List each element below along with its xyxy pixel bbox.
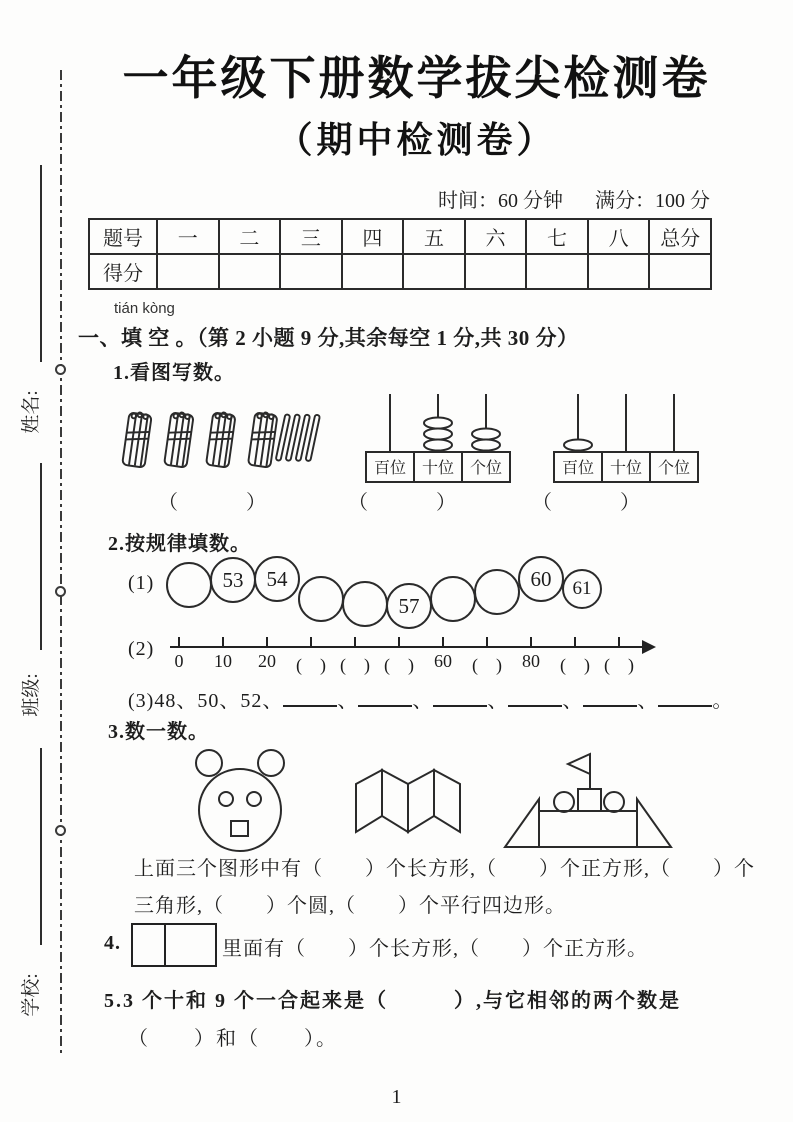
separator: 、 — [412, 690, 434, 712]
place-value-label: 个位 — [657, 460, 691, 477]
number-circle: 61 — [562, 569, 602, 609]
header-cell: 总分 — [649, 219, 711, 254]
score-row-label: 得分 — [89, 254, 157, 289]
number-line-axis — [170, 646, 648, 648]
tick-label: ( ) — [384, 655, 414, 675]
time-limit: 时间：60 分钟 — [438, 190, 563, 212]
fill-blank — [508, 686, 562, 707]
boat-figure — [502, 747, 674, 853]
score-cell — [465, 254, 527, 289]
single-sticks — [276, 408, 320, 467]
section-one-pinyin: tián kòng — [114, 300, 175, 317]
number-line — [170, 634, 662, 676]
q4-label: 4. — [104, 932, 121, 954]
q3-text-line1: 上面三个图形中有（ ）个长方形,（ ）个正方形,（ ）个 — [134, 858, 755, 880]
fill-blank — [583, 686, 637, 707]
number-circle — [166, 562, 212, 608]
header-cell: 五 — [403, 219, 465, 254]
header-cell: 题号 — [89, 219, 157, 254]
score-table — [88, 218, 712, 290]
q5-line1: 5.3 个十和 9 个一合起来是（ ）,与它相邻的两个数是 — [104, 990, 681, 1012]
q4-rectangle-figure — [131, 923, 217, 967]
number-circle — [474, 569, 520, 615]
binding-line — [60, 70, 62, 1055]
tick-label: ( ) — [472, 655, 502, 675]
separator: 。 — [712, 690, 734, 712]
separator: 、 — [562, 690, 584, 712]
fill-blank — [358, 686, 412, 707]
score-cell — [649, 254, 711, 289]
q3-label: 3.数一数。 — [108, 721, 209, 743]
score-cell — [403, 254, 465, 289]
tick-label: 80 — [522, 651, 540, 671]
header-cell: 二 — [219, 219, 281, 254]
q2-part1-label: (1) — [128, 572, 155, 594]
q4-divider-line — [164, 925, 166, 965]
score-cell — [280, 254, 342, 289]
flag-icon — [568, 754, 590, 774]
tick-label: ( ) — [604, 655, 634, 675]
exam-title: 一年级下册数学拔尖检测卷 — [122, 52, 711, 104]
abacus-figure — [360, 392, 516, 488]
tick-label: ( ) — [340, 655, 370, 675]
tick-label: 60 — [434, 651, 452, 671]
place-value-label: 十位 — [421, 460, 455, 477]
tick-label: 10 — [214, 651, 232, 671]
school-label: 学校: — [21, 973, 42, 1017]
place-value-label: 百位 — [373, 460, 407, 477]
binding-circle — [55, 364, 66, 375]
abacus-figure — [548, 392, 704, 488]
q2-part3-line — [128, 684, 733, 713]
place-value-label: 十位 — [609, 460, 643, 477]
fill-blank — [433, 686, 487, 707]
bear-face-figure — [185, 747, 295, 855]
tick-label: 20 — [258, 651, 276, 671]
number-circle: 54 — [254, 556, 300, 602]
tick-label: ( ) — [560, 655, 590, 675]
place-value-label: 个位 — [469, 460, 503, 477]
q2-label: 2.按规律填数。 — [108, 533, 251, 555]
score-cell — [342, 254, 404, 289]
header-cell: 六 — [465, 219, 527, 254]
number-circle: 60 — [518, 556, 564, 602]
q1-label: 1.看图写数。 — [113, 362, 235, 384]
tick-label: ( ) — [296, 655, 326, 675]
class-label: 班级: — [21, 673, 42, 717]
q4-text: 里面有（ ）个长方形,（ ）个正方形。 — [222, 938, 648, 960]
section-one-heading: 一、填 空 。（第 2 小题 9 分,其余每空 1 分,共 30 分） — [78, 326, 579, 350]
score-cell — [526, 254, 588, 289]
stick-bundles-figure — [120, 404, 315, 484]
number-circle: 53 — [210, 557, 256, 603]
separator: 、 — [337, 690, 359, 712]
q2-part2-label: (2) — [128, 638, 155, 660]
header-cell: 一 — [157, 219, 219, 254]
page-number: 1 — [391, 1086, 402, 1108]
arrow-right-icon — [642, 640, 656, 654]
fill-blank — [283, 686, 337, 707]
question-number-header-row — [89, 219, 711, 254]
header-cell: 七 — [526, 219, 588, 254]
binding-circle — [55, 825, 66, 836]
score-cell — [219, 254, 281, 289]
answer-blank: （ ） — [532, 492, 642, 514]
number-circle — [430, 576, 476, 622]
separator: 、 — [637, 690, 659, 712]
answer-blank: （ ） — [348, 492, 458, 514]
school-writing-line — [40, 748, 42, 945]
score-row — [89, 254, 711, 289]
binding-circle — [55, 586, 66, 597]
number-circle: 57 — [386, 583, 432, 629]
q2-part3-lead: (3)48、50、52、 — [128, 690, 284, 712]
q5-line2: （ ）和（ ）。 — [128, 1028, 338, 1050]
score-cell — [588, 254, 650, 289]
separator: 、 — [487, 690, 509, 712]
zigzag-parallelograms-figure — [352, 764, 464, 844]
full-score: 满分：100 分 — [595, 190, 710, 212]
answer-blank: （ ） — [158, 492, 268, 514]
number-circle-chain — [166, 556, 602, 629]
tick-label: 0 — [174, 651, 184, 671]
exam-info-line — [0, 184, 710, 213]
header-cell: 八 — [588, 219, 650, 254]
q3-text-line2: 三角形,（ ）个圆,（ ）个平行四边形。 — [134, 895, 566, 917]
class-writing-line — [40, 463, 42, 650]
number-circle — [298, 576, 344, 622]
number-circle — [342, 581, 388, 627]
header-cell: 四 — [342, 219, 404, 254]
place-value-label: 百位 — [561, 460, 595, 477]
header-cell: 三 — [280, 219, 342, 254]
fill-blank — [658, 686, 712, 707]
exam-subtitle: （期中检测卷） — [276, 119, 557, 160]
name-label: 姓名: — [21, 390, 42, 434]
score-cell — [157, 254, 219, 289]
